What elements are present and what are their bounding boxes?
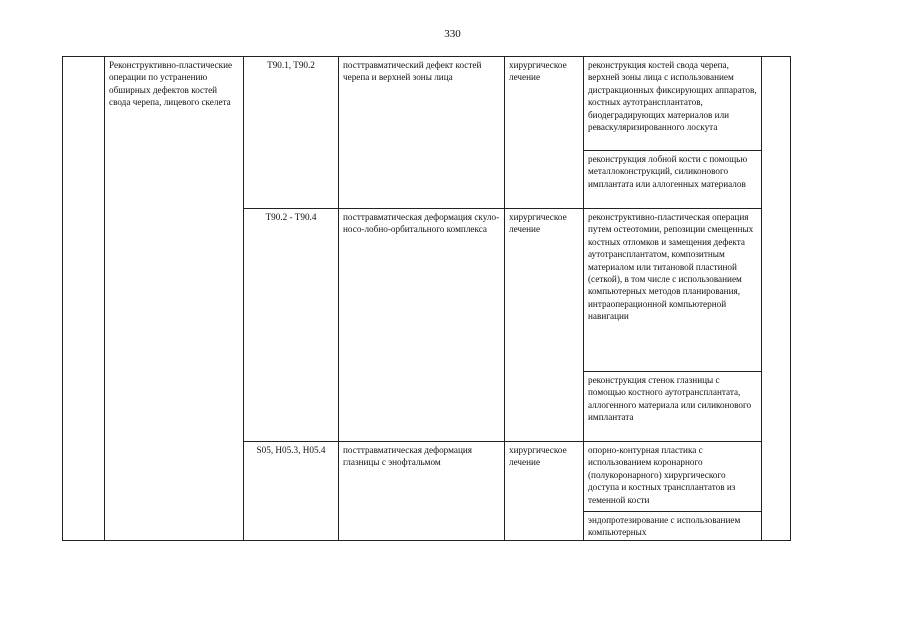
diagnosis-text: посттравматическая деформация глазницы с энофтальмом (343, 445, 473, 468)
diagnosis-code-cell (244, 57, 339, 209)
method-cell (584, 209, 762, 372)
extra-cell (762, 57, 791, 541)
diagnosis-code: T90.2 - T90.4 (265, 212, 317, 222)
diagnosis-text: посттравматический дефект костей черепа и верхней зоны лица (343, 60, 482, 83)
procedure-name-cell (105, 57, 244, 541)
method-text: реконструкция стенок глазницы с помощью костного аутотрансплантата, аллогенного материала или силиконового имплантата (588, 375, 752, 423)
method-cell (584, 372, 762, 442)
diagnosis-cell (339, 209, 505, 442)
diagnosis-code-cell (244, 209, 339, 442)
method-text: эндопротезирование с использованием компьютерных (588, 515, 741, 538)
diagnosis-text: посттравматическая деформация скуло-носо-лобно-орбитального комплекса (343, 212, 500, 235)
diagnosis-code: S05, H05.3, H05.4 (256, 445, 326, 455)
treatment-text: хирургическое лечение (509, 60, 567, 83)
table-row (63, 57, 791, 151)
method-text: реконструкция лобной кости с помощью металлоконструкций, силиконового имплантата или аллогенных материалов (588, 154, 748, 189)
diagnosis-cell (339, 57, 505, 209)
method-cell (584, 442, 762, 512)
treatment-cell (505, 209, 584, 442)
method-text: реконструктивно-пластическая операция путем остеотомии, репозиции смещенных костных отломков и замещения дефекта аутотрансплантатом, композитным материалом или титановой пластиной (сеткой), в том числе с использованием компьютерных методов планирования, интраоперационной компьютерной навигации (588, 212, 754, 322)
procedure-name: Реконструктивно-пластические операции по устранению обширных дефектов костей свода черепа, лицевого скелета (109, 60, 233, 108)
method-cell (584, 512, 762, 541)
page-number: 330 (444, 28, 461, 40)
treatment-cell (505, 57, 584, 209)
diagnosis-code: T90.1, T90.2 (267, 60, 315, 70)
number-cell (63, 57, 105, 541)
method-cell (584, 151, 762, 209)
method-text: реконструкция костей свода черепа, верхней зоны лица с использованием дистракционных фиксирующих аппаратов, костных аутотрансплантатов, биодеградирующих материалов или реваскуляризированного лоскута (588, 60, 757, 133)
method-cell (584, 57, 762, 151)
diagnosis-code-cell (244, 442, 339, 541)
procedure-table (62, 56, 791, 541)
treatment-text: хирургическое лечение (509, 445, 567, 468)
method-text: опорно-контурная пластика с использованием коронарного (полукоронарного) хирургического доступа и костных трансплантатов из теменной кости (588, 445, 736, 505)
treatment-cell (505, 442, 584, 541)
diagnosis-cell (339, 442, 505, 541)
treatment-text: хирургическое лечение (509, 212, 567, 235)
